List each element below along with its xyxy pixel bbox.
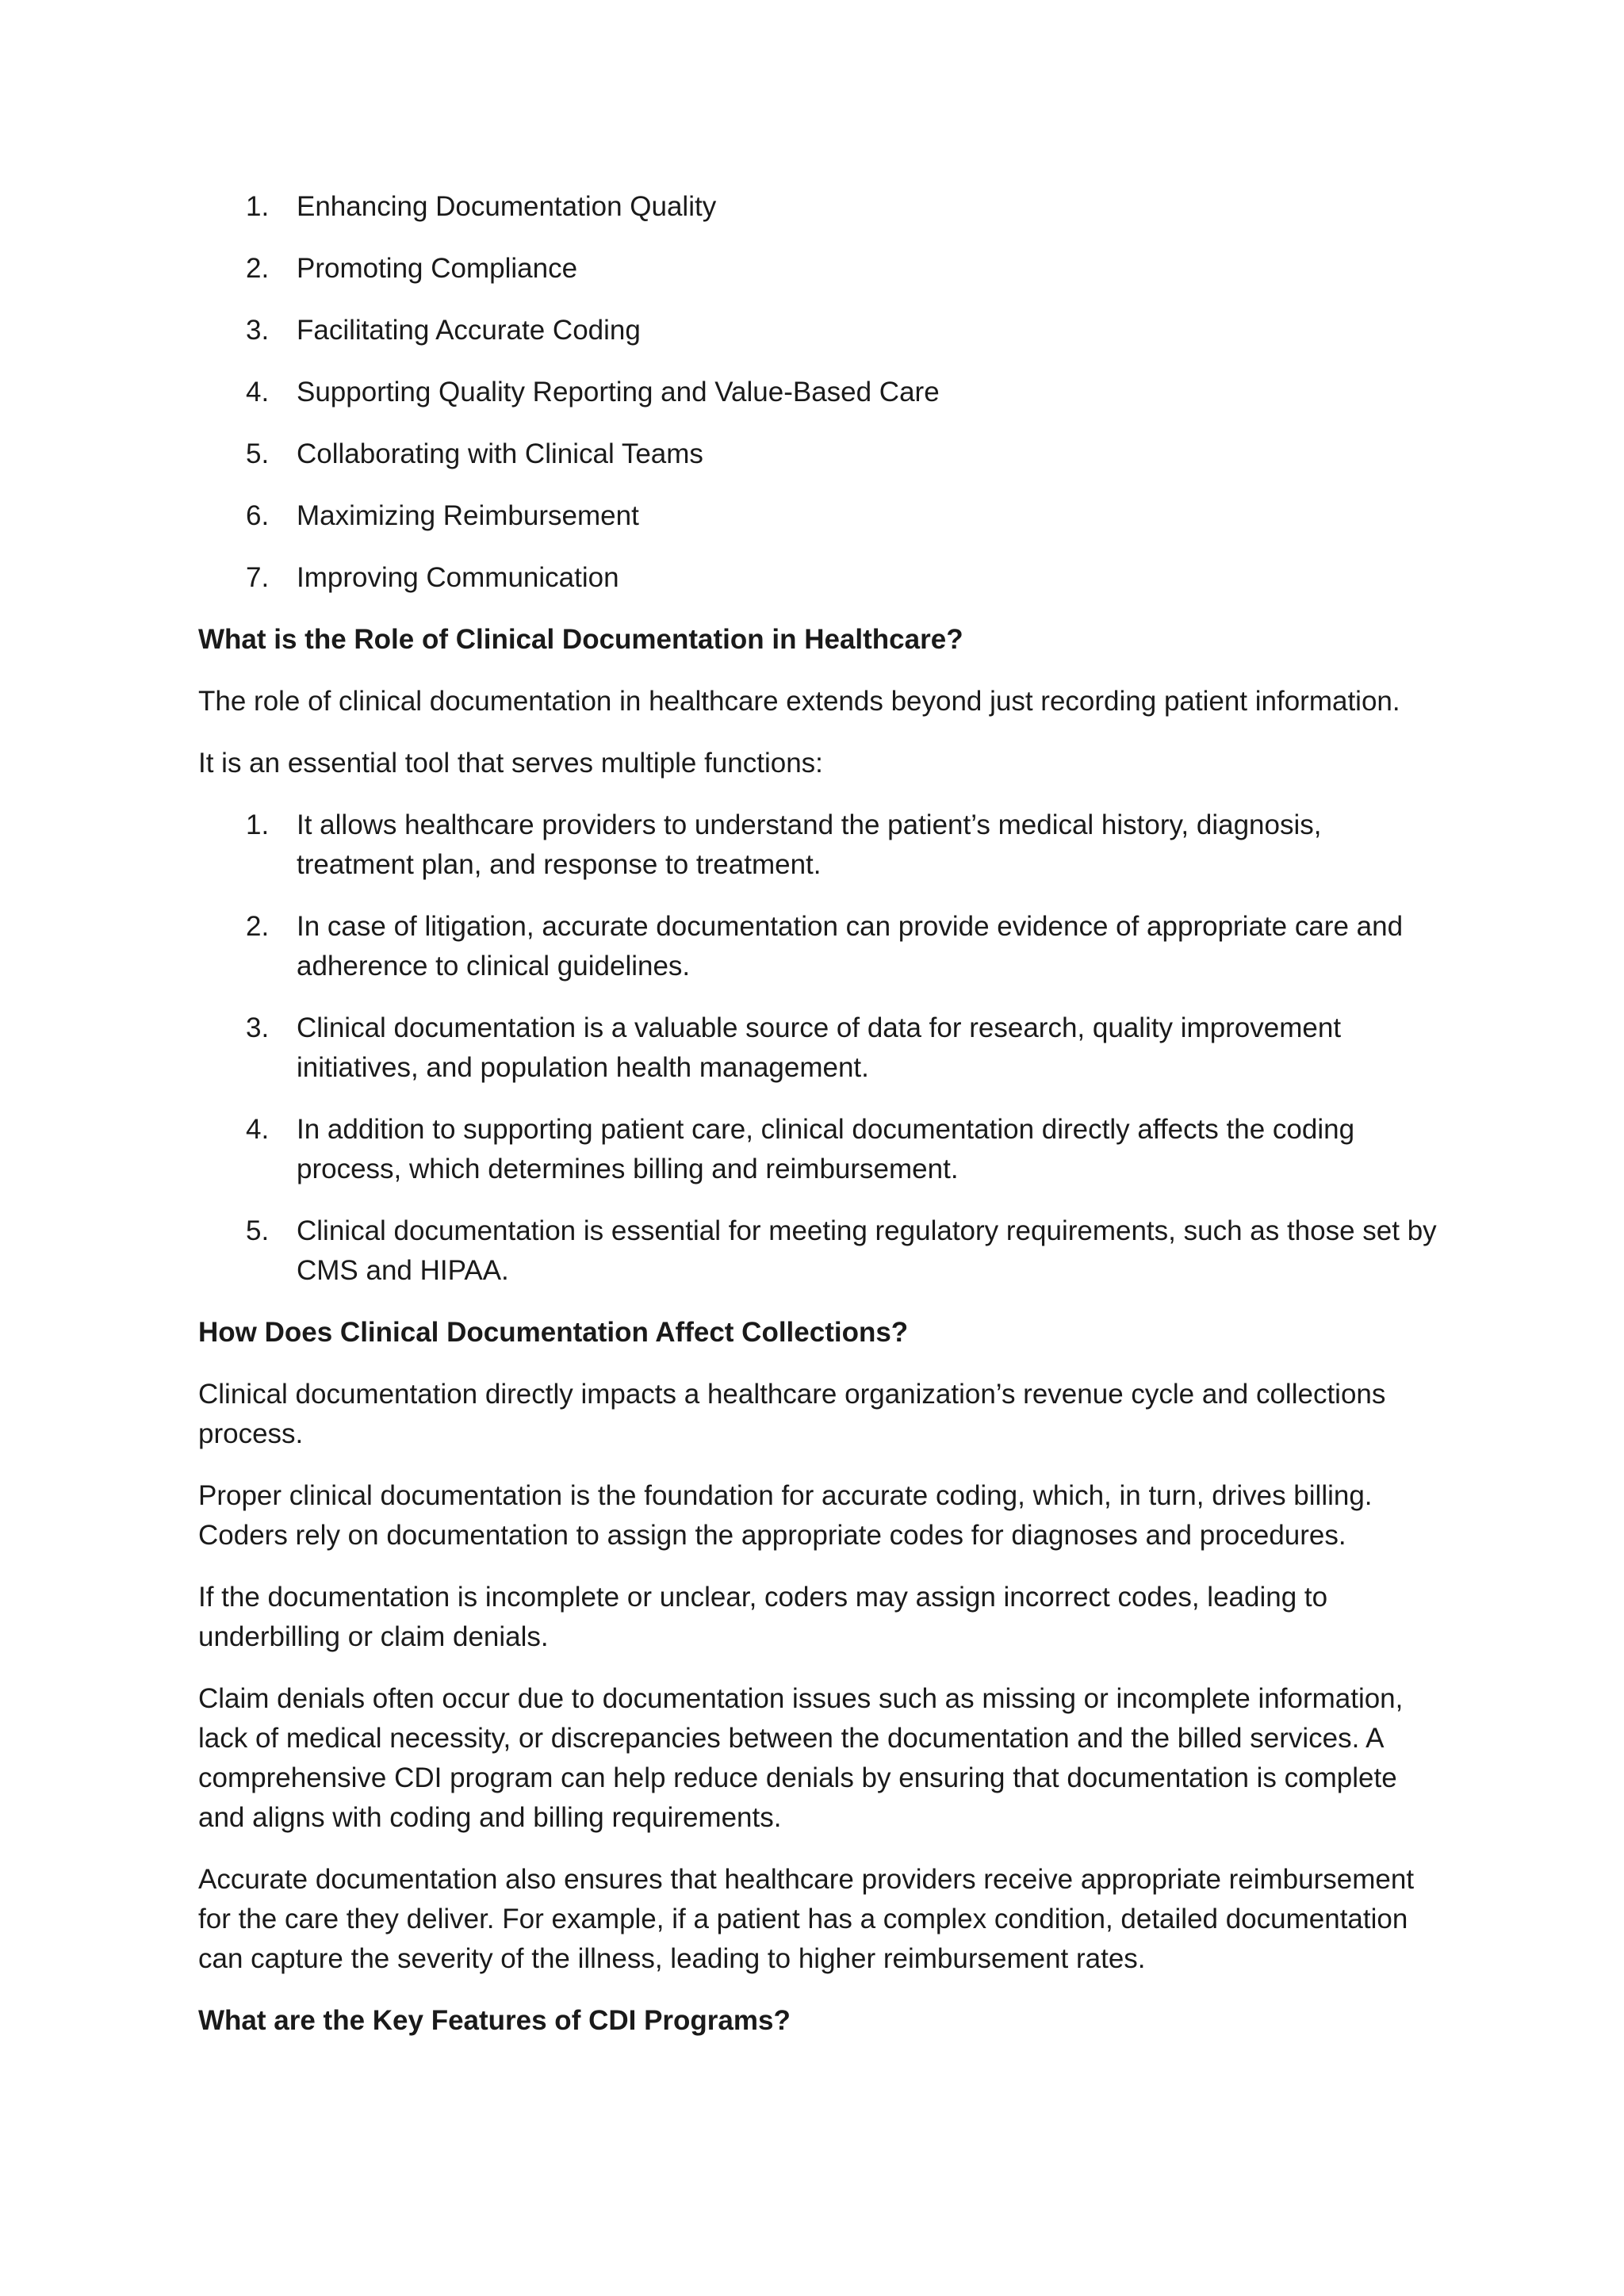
list-item [198,558,1443,598]
list-item-text: It allows healthcare providers to understand the patient’s medical history, diagnosis, treatment plan, and response to treatment. [297,809,1322,880]
document-content [198,187,1443,2063]
list-item [198,907,1443,986]
section-heading-collections: How Does Clinical Documentation Affect Collections? [198,1317,909,1348]
list-number: 2. [246,911,270,942]
list-item [198,1008,1443,1088]
list-item [198,1211,1443,1291]
list-number: 5. [246,438,270,469]
list-item [198,311,1443,350]
paragraph: Clinical documentation directly impacts a healthcare organization’s revenue cycle and collections process. [198,1379,1386,1449]
list-number: 5. [246,1215,270,1246]
list-item-text: Improving Communication [297,562,619,593]
list-item [198,373,1443,412]
list-number: 4. [246,1114,270,1145]
cdi-benefits-list [198,187,1443,598]
list-number: 6. [246,500,270,531]
paragraph: Claim denials often occur due to documentation issues such as missing or incomplete information, lack of medical necessity, or discrepancies between the documentation and the billed services. A comprehensive CDI program can help reduce denials by ensuring that documentation is complete and aligns with coding and billing requirements. [198,1683,1404,1833]
list-item [198,496,1443,536]
list-item-text: Enhancing Documentation Quality [297,191,717,222]
list-number: 2. [246,253,270,284]
list-number: 3. [246,1012,270,1043]
section-heading-role: What is the Role of Clinical Documentation in Healthcare? [198,624,963,655]
paragraph: Proper clinical documentation is the foundation for accurate coding, which, in turn, drives billing. Coders rely on documentation to assign the appropriate codes for diagnoses and procedures. [198,1480,1373,1551]
paragraph: Accurate documentation also ensures that healthcare providers receive appropriate reimbursement for the care they deliver. For example, if a patient has a complex condition, detailed documentation can capture the severity of the illness, leading to higher reimbursement rates. [198,1864,1415,1974]
role-functions-list [198,806,1443,1291]
list-item-text: Supporting Quality Reporting and Value-Based Care [297,377,940,408]
list-item [198,187,1443,227]
list-number: 1. [246,809,270,840]
list-item-text: Clinical documentation is essential for meeting regulatory requirements, such as those set by CMS and HIPAA. [297,1215,1437,1286]
paragraph: If the documentation is incomplete or unclear, coders may assign incorrect codes, leading to underbilling or claim denials. [198,1582,1328,1652]
list-item-text: In case of litigation, accurate documentation can provide evidence of appropriate care and adherence to clinical guidelines. [297,911,1404,982]
paragraph: It is an essential tool that serves multiple functions: [198,748,823,779]
list-item-text: Collaborating with Clinical Teams [297,438,703,469]
list-item-text: In addition to supporting patient care, clinical documentation directly affects the coding process, which determines billing and reimbursement. [297,1114,1355,1184]
list-item [198,806,1443,885]
list-item-text: Clinical documentation is a valuable source of data for research, quality improvement initiatives, and population health management. [297,1012,1342,1083]
list-item [198,249,1443,289]
list-item [198,434,1443,474]
paragraph: The role of clinical documentation in healthcare extends beyond just recording patient information. [198,686,1400,717]
list-item-text: Maximizing Reimbursement [297,500,639,531]
list-number: 3. [246,315,270,346]
section-heading-features: What are the Key Features of CDI Programs? [198,2005,791,2036]
list-item-text: Facilitating Accurate Coding [297,315,641,346]
list-number: 7. [246,562,270,593]
list-item-text: Promoting Compliance [297,253,578,284]
list-number: 1. [246,191,270,222]
list-number: 4. [246,377,270,408]
list-item [198,1110,1443,1189]
